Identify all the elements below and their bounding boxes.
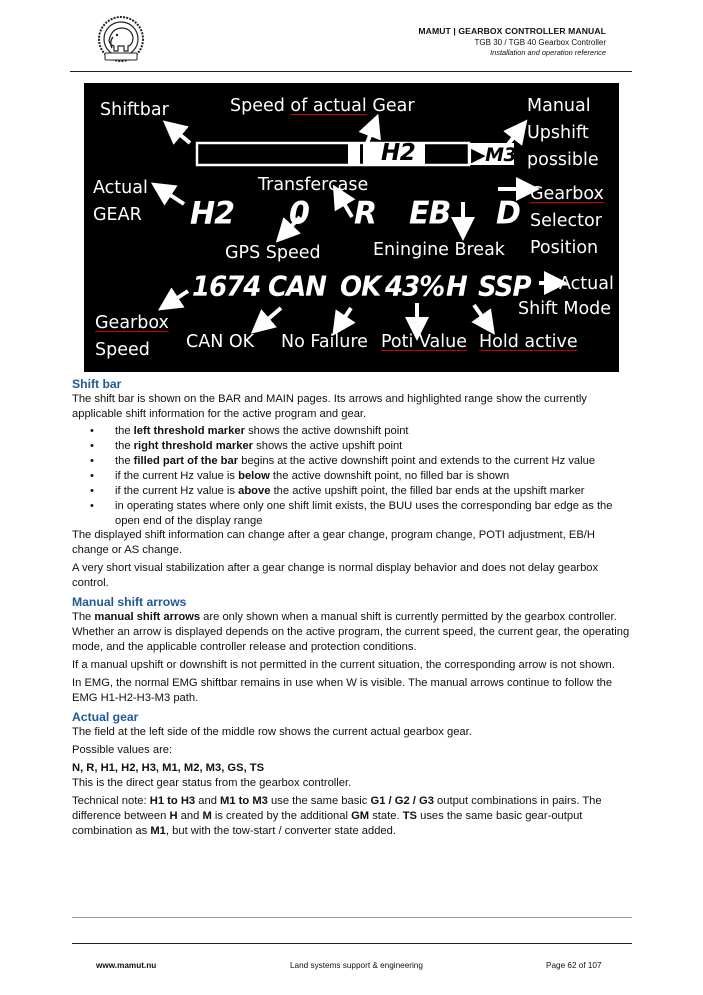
display-engine-break: EB	[409, 195, 451, 232]
label-no-failure: No Failure	[281, 332, 368, 352]
footer-page-number: Page 62 of 107	[546, 961, 602, 970]
display-bar-gear: H2	[381, 140, 416, 166]
label-transfercase: Transfercase	[258, 175, 369, 195]
display-bar-manual: ▶M3	[471, 144, 517, 166]
label-gearbox-selector-3: Position	[530, 238, 599, 258]
shift-bar-intro: The shift bar is shown on the BAR and MAIN pages. Its arrows and highlighted range show the currently applicable shift information for the active program and gear.	[72, 393, 587, 420]
label-gearbox-selector-1: Gearbox	[530, 184, 604, 204]
document-subtitle-2: Installation and operation reference	[490, 48, 606, 57]
footer-tagline: Land systems support & engineering	[290, 961, 423, 970]
display-poti: 43%	[385, 271, 445, 303]
label-manual-upshift-3: possible	[527, 150, 599, 170]
label-can-ok: CAN OK	[186, 332, 255, 352]
list-item: • the filled part of the bar begins at the active downshift point and extends to the current Hz value	[115, 454, 632, 469]
list-item: • the left threshold marker shows the active downshift point	[115, 424, 632, 439]
display-gps: 0	[289, 195, 309, 232]
label-actual-shift-mode-1: Actual	[559, 274, 614, 294]
heading-shift-bar: Shift bar	[72, 377, 122, 391]
manual-arrows-paragraph-3: In EMG, the normal EMG shiftbar remains in use when W is visible. The manual arrows continue to follow the EMG H1-H2-H3-M3 path.	[72, 677, 613, 704]
document-body	[72, 376, 632, 842]
display-hold: H	[446, 271, 467, 303]
arrow-shiftbar	[172, 128, 190, 143]
actual-gear-values: N, R, H1, H2, H3, M1, M2, M3, GS, TS	[72, 762, 265, 774]
label-hold-active: Hold active	[479, 332, 578, 352]
display-speed: 1674	[192, 271, 261, 303]
actual-gear-paragraph-1: The field at the left side of the middle row shows the current actual gearbox gear.	[72, 726, 472, 738]
label-gearbox-speed-1: Gearbox	[95, 313, 169, 333]
display-selector: D	[496, 195, 520, 232]
arrow-gearbox-speed	[168, 291, 188, 304]
arrow-no-failure	[339, 308, 351, 326]
label-actual-shift-mode-2: Shift Mode	[518, 299, 612, 319]
display-figure	[84, 83, 619, 372]
label-gearbox-speed-2: Speed	[95, 340, 150, 360]
arrow-can-ok	[260, 308, 281, 326]
display-gear: H2	[190, 195, 234, 232]
document-subtitle: TGB 30 / TGB 40 Gearbox Controller	[474, 38, 606, 47]
arrow-actual-gear	[161, 189, 184, 204]
display-can: CAN	[268, 271, 326, 303]
label-manual-upshift-2: Upshift	[527, 123, 589, 143]
footer-rule-light	[72, 917, 632, 918]
display-transfercase: R	[354, 195, 377, 232]
label-engine-break: Eningine Break	[373, 240, 505, 260]
label-actual-gear-1: Actual	[93, 178, 148, 198]
actual-gear-paragraph-2: Possible values are:	[72, 744, 173, 756]
manual-arrows-paragraph-1: The manual shift arrows are only shown when a manual shift is currently permitted by the gearbox controller. Whether an arrow is displayed depends on the active program, the current speed, the current gear, the operating mode, and the applicable controller release and protection conditions.	[72, 611, 630, 653]
label-actual-gear-2: GEAR	[93, 205, 142, 225]
footer-rule	[72, 943, 632, 944]
arrow-hold	[474, 305, 488, 325]
label-gps-speed: GPS Speed	[225, 243, 321, 263]
label-speed-gear: Speed of actual Gear	[230, 96, 415, 116]
list-item: • in operating states where only one shift limit exists, the BUU uses the corresponding bar edge as the open end of the display range	[115, 499, 632, 529]
label-shiftbar: Shiftbar	[100, 100, 169, 120]
shift-bar-fill	[348, 143, 360, 165]
footer-website: www.mamut.nu	[96, 961, 157, 970]
actual-gear-technical-note: Technical note: H1 to H3 and M1 to M3 use the same basic G1 / G2 / G3 output combinations in pairs. The difference between H and M is created by the additional GM state. TS uses the same basic gear-output combination as M1, but with the tow-start / converter state added.	[72, 795, 602, 837]
mamut-logo	[95, 15, 147, 63]
shift-bar-paragraph-2: The displayed shift information can change after a gear change, program change, POTI adjustment, EB/H change or AS change.	[72, 529, 595, 556]
document-title: MAMUT | GEARBOX CONTROLLER MANUAL	[418, 26, 606, 36]
shift-bar-paragraph-3: A very short visual stabilization after a gear change is normal display behavior and does not delay gearbox control.	[72, 562, 599, 589]
heading-manual-shift-arrows: Manual shift arrows	[72, 595, 187, 609]
list-item: • the right threshold marker shows the active upshift point	[115, 439, 632, 454]
display-shift-mode: SSP	[478, 271, 531, 303]
label-manual-upshift-1: Manual	[527, 96, 591, 116]
label-poti-value: Poti Value	[381, 332, 467, 352]
header-rule	[70, 71, 632, 72]
actual-gear-paragraph-3: This is the direct gear status from the gearbox controller.	[72, 777, 352, 789]
label-gearbox-selector-2: Selector	[530, 211, 602, 231]
manual-arrows-paragraph-2: If a manual upshift or downshift is not permitted in the current situation, the corresponding arrow is not shown.	[72, 659, 615, 671]
display-ok: OK	[340, 271, 381, 303]
list-item: • if the current Hz value is below the active downshift point, no filled bar is shown	[115, 469, 632, 484]
heading-actual-gear: Actual gear	[72, 710, 139, 724]
shift-bar-frame	[197, 143, 469, 165]
shift-bar-list	[72, 424, 632, 529]
list-item: • if the current Hz value is above the active upshift point, the filled bar ends at the upshift marker	[115, 484, 632, 499]
